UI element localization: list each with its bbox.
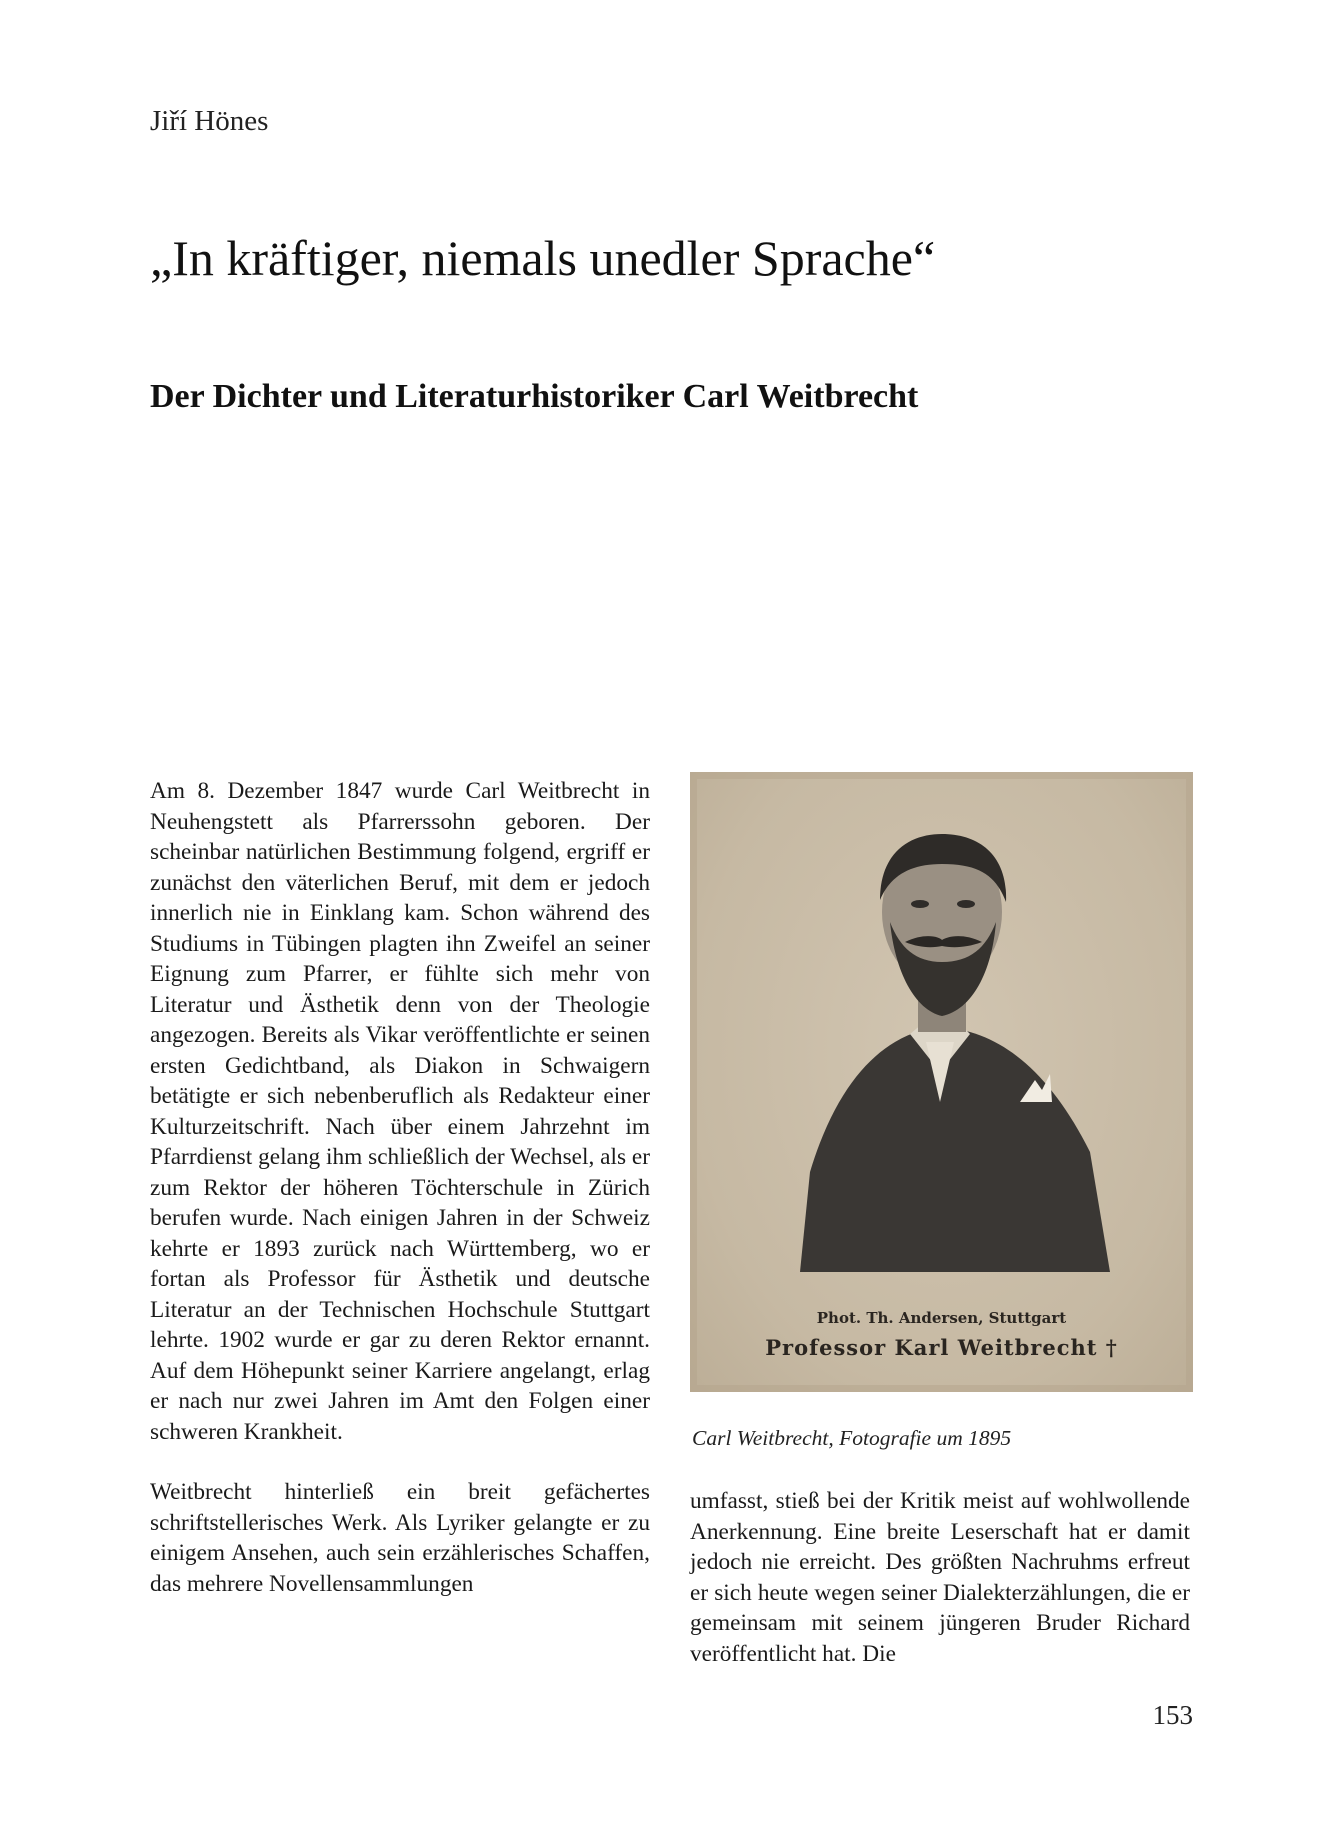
- portrait-illustration: [690, 772, 1193, 1392]
- body-paragraph: Am 8. Dezember 1847 wurde Carl Weitbrecht in Neuhengstett als Pfarrerssohn geboren. Der scheinbar natürlichen Bestimmung folgend, ergriff er zunächst den väterlichen Beruf, mit dem er jedoch innerlich nie in Einklang kam. Schon während des Studiums in Tübingen plagten ihn Zweifel an seiner Eignung zum Pfarrer, er fühlte sich mehr von Literatur und Ästhetik denn von der Theologie angezogen. Bereits als Vikar veröffentlichte er seinen ersten Gedichtband, als Diakon in Schwaigern betätigte er sich nebenberuflich als Redakteur einer Kulturzeitschrift. Nach über einem Jahrzehnt im Pfarrdienst gelang ihm schließlich der Wechsel, als er zum Rektor der höheren Töchterschule in Zürich berufen wurde. Nach einigen Jahren in der Schweiz kehrte er 1893 zurück nach Württemberg, wo er fortan als Professor für Ästhetik und deutsche Literatur an der Technischen Hochschule Stuttgart lehrte. 1902 wurde er gar zu deren Rektor ernannt. Auf dem Höhepunkt seiner Karriere angelangt, erlag er nach nur zwei Jahren im Amt den Folgen einer schweren Krankheit.: [150, 778, 650, 1445]
- body-paragraph: umfasst, stieß bei der Kritik meist auf wohlwollende Anerkennung. Eine breite Leserschaft hat er damit jedoch nie erreicht. Des größten Nachruhms erfreut er sich heute wegen seiner Dialekterzählungen, die er gemeinsam mit seinem jüngeren Bruder Richard veröffentlicht hat. Die: [690, 1488, 1190, 1667]
- page-number: 153: [1152, 1700, 1193, 1730]
- coat-shape: [800, 1027, 1110, 1272]
- left-eye-shape: [911, 900, 929, 908]
- article-title: „In kräftiger, niemals unedler Sprache“: [150, 230, 936, 286]
- photo-credit: Phot. Th. Andersen, Stuttgart: [816, 1309, 1067, 1327]
- figure-caption: Carl Weitbrecht, Fotografie um 1895: [692, 1426, 1012, 1450]
- portrait-photo: [690, 772, 1193, 1392]
- body-paragraph: Weitbrecht hinterließ ein breit gefächertes schriftstellerisches Werk. Als Lyriker gelangte er zu einigem Ansehen, auch sein erzählerisches Schaffen, das mehrere Novellensammlungen: [150, 1479, 650, 1597]
- left-text-column: [150, 776, 650, 1599]
- article-subtitle: Der Dichter und Literaturhistoriker Carl Weitbrecht: [150, 378, 919, 415]
- right-eye-shape: [957, 900, 975, 908]
- author-name: Jiří Hönes: [150, 105, 269, 137]
- photo-name-label: Professor Karl Weitbrecht †: [765, 1335, 1118, 1360]
- right-text-column: [690, 1486, 1190, 1669]
